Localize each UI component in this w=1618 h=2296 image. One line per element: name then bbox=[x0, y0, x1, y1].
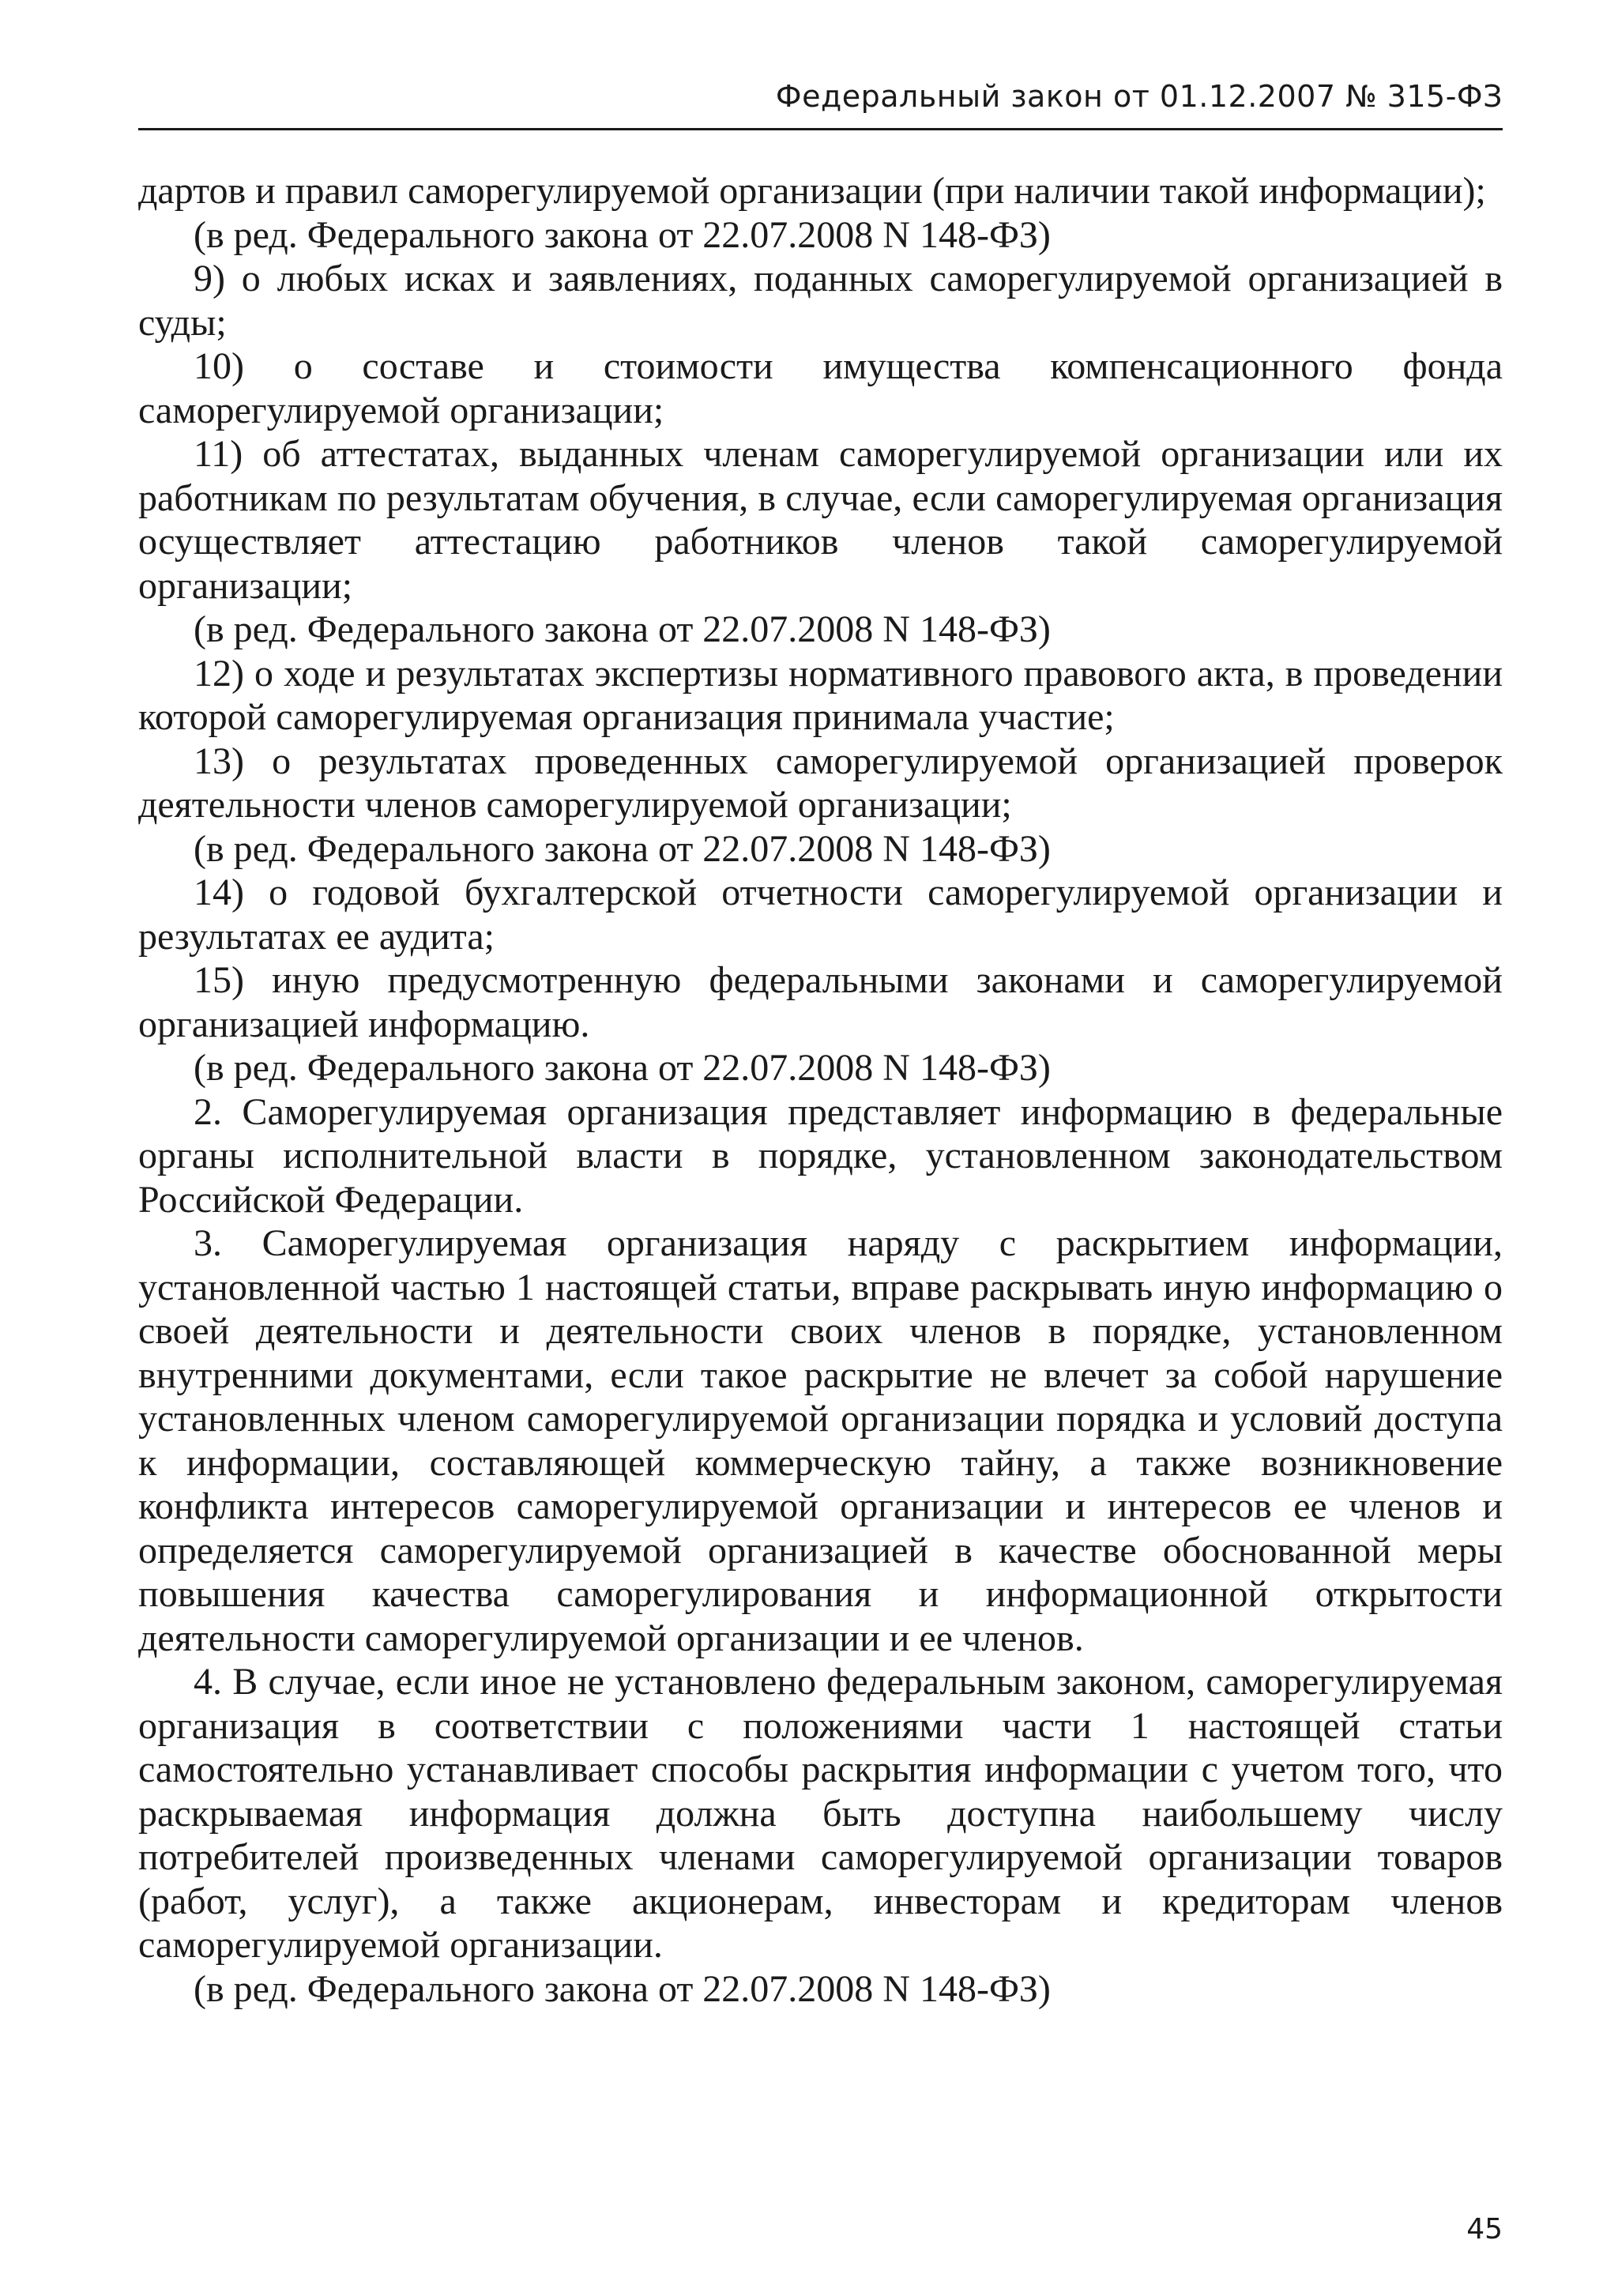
page-number: 45 bbox=[1466, 2213, 1503, 2245]
amendment-note: (в ред. Федерального закона от 22.07.2008 N 148-ФЗ) bbox=[194, 827, 1051, 870]
list-item-12: 12) о ходе и результатах экспертизы нормативного правового акта, в проведении которой саморегулируемая организация принимала участие; bbox=[138, 652, 1503, 738]
document-body bbox=[138, 169, 1503, 2011]
list-item-10: 10) о составе и стоимости имущества компенсационного фонда саморегулируемой организации; bbox=[138, 345, 1503, 431]
list-item-13: 13) о результатах проведенных саморегулируемой организацией проверок деятельности членов саморегулируемой организации; bbox=[138, 740, 1503, 826]
page-header bbox=[138, 73, 1503, 130]
running-title: Федеральный закон от 01.12.2007 № 315-ФЗ bbox=[775, 79, 1503, 114]
list-item-11: 11) об аттестатах, выданных членам саморегулируемой организации или их работникам по результатам обучения, в случае, если саморегулируемая организация осуществляет аттестацию работников членов такой саморегулируемой организации; bbox=[138, 433, 1503, 607]
clause-2: 2. Саморегулируемая организация представляет информацию в федеральные органы исполнительной власти в порядке, установленном законодательством Российской Федерации. bbox=[138, 1090, 1503, 1221]
list-item-14: 14) о годовой бухгалтерской отчетности саморегулируемой организации и результатах ее аудита; bbox=[138, 871, 1503, 958]
amendment-note: (в ред. Федерального закона от 22.07.2008 N 148-ФЗ) bbox=[194, 213, 1051, 256]
list-item-15: 15) иную предусмотренную федеральными законами и саморегулируемой организацией информацию. bbox=[138, 959, 1503, 1045]
amendment-note: (в ред. Федерального закона от 22.07.2008 N 148-ФЗ) bbox=[194, 608, 1051, 650]
list-item-9: 9) о любых исках и заявлениях, поданных саморегулируемой организацией в суды; bbox=[138, 258, 1503, 344]
amendment-note: (в ред. Федерального закона от 22.07.2008 N 148-ФЗ) bbox=[194, 1967, 1051, 2010]
paragraph-continuation: дартов и правил саморегулируемой организации (при наличии такой информации); bbox=[138, 170, 1486, 212]
amendment-note: (в ред. Федерального закона от 22.07.2008 N 148-ФЗ) bbox=[194, 1047, 1051, 1089]
clause-4: 4. В случае, если иное не установлено федеральным законом, саморегулируемая организация в соответствии с положениями части 1 настоящей статьи самостоятельно устанавливает способы раскрытия информации с учетом того, что раскрываемая информация должна быть доступна наибольшему числу потребителей произведенных членами саморегулируемой организации товаров (работ, услуг), а также акционерам, инвесторам и кредиторам членов саморегулируемой организации. bbox=[138, 1661, 1503, 1966]
clause-3: 3. Саморегулируемая организация наряду с раскрытием информации, установленной частью 1 настоящей статьи, вправе раскрывать иную информацию о своей деятельности и деятельности своих членов в порядке, установленном внутренними документами, если такое раскрытие не влечет за собой нарушение установленных членом саморегулируемой организации порядка и условий доступа к информации, составляющей коммерческую тайну, а также возникновение конфликта интересов саморегулируемой организации и интересов ее членов и определяется саморегулируемой организацией в качестве обоснованной меры повышения качества саморегулирования и информационной открытости деятельности саморегулируемой организации и ее членов. bbox=[138, 1222, 1503, 1659]
